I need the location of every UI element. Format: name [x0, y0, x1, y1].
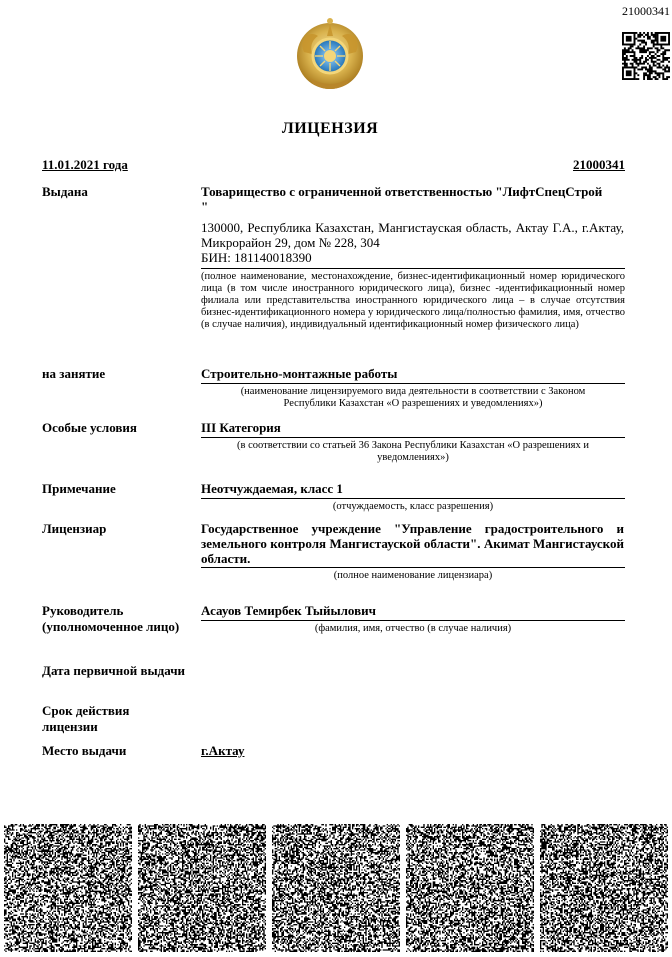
head-note: (фамилия, имя, отчество (в случае наличия): [314, 623, 512, 634]
divider-issued-to: [201, 268, 625, 269]
divider-activity: [201, 383, 625, 384]
activity-note-line1: (наименование лицензируемого вида деятельности в соответствии с Законом: [240, 386, 586, 397]
qr-code-4: [406, 824, 534, 952]
remark-label: Примечание: [42, 481, 116, 496]
remark-note: (отчуждаемость, класс разрешения): [332, 501, 494, 512]
divider-head: [201, 620, 625, 621]
head-label-line1: Руководитель: [42, 603, 124, 618]
activity-label: на занятие: [42, 366, 106, 381]
activity-note-line2: Республики Казахстан «О разрешениях и уведомлениях»): [283, 398, 543, 409]
conditions-value: III Категория: [201, 420, 281, 435]
validity-label-line1: Срок действия: [42, 703, 130, 718]
qr-code-5: [540, 824, 668, 952]
divider-conditions: [201, 437, 625, 438]
head-value: Асауов Темирбек Тыйылович: [201, 603, 376, 618]
divider-licensor: [201, 567, 625, 568]
licensor-note: (полное наименование лицензиара): [333, 570, 493, 581]
license-number: 21000341: [573, 157, 625, 172]
licensee-address: 130000, Республика Казахстан, Мангистауская область, Актау Г.А., г.Актау, Микрорайон 29, дом № 228, 304: [201, 220, 624, 250]
license-date: 11.01.2021 года: [42, 157, 128, 172]
conditions-note-line1: (в соответствии со статьей 36 Закона Республики Казахстан «О разрешениях и: [237, 440, 589, 451]
first-issue-label: Дата первичной выдачи: [42, 663, 186, 678]
conditions-label: Особые условия: [42, 420, 137, 435]
head-label-line2: (уполномоченное лицо): [42, 619, 180, 634]
issued-to-label: Выдана: [42, 184, 88, 199]
licensor-value: Государственное учреждение "Управление градостроительного и земельного контроля Мангистауской области". Акимат Мангистауской области.: [201, 521, 624, 566]
qr-code-1: [4, 824, 132, 952]
remark-value: Неотчуждаемая, класс 1: [201, 481, 343, 496]
licensee-bin: БИН: 181140018390: [201, 250, 312, 265]
qr-code-top: [622, 32, 670, 80]
divider-remark: [201, 498, 625, 499]
licensee-name-line1: Товарищество с ограниченной ответственностью "ЛифтСпецСтрой: [201, 184, 603, 199]
place-value: г.Актау: [201, 743, 245, 758]
qr-code-3: [272, 824, 400, 952]
licensor-label: Лицензиар: [42, 521, 107, 536]
licensee-name-line2: ": [201, 199, 209, 214]
qr-code-2: [138, 824, 266, 952]
conditions-note-line2: уведомлениях»): [377, 452, 449, 463]
validity-label-line2: лицензии: [42, 719, 98, 734]
document-number-top: 21000341: [622, 4, 670, 18]
state-emblem-icon: [292, 16, 368, 92]
issued-to-note: (полное наименование, местонахождение, бизнес-идентификационный номер юридического лица (в том числе иностранного юридического лица), бизнес -идентификационный номер филиала или представительства иностранного юридического лица – в случае отсутствия бизнес-идентификационного номера у юридического лица/полностью фамилия, имя, отчество (в случае наличия), индивидуальный идентификационный номер физического лица): [201, 271, 625, 330]
activity-value: Строительно-монтажные работы: [201, 366, 398, 381]
page-title: ЛИЦЕНЗИЯ: [281, 120, 379, 137]
place-label: Место выдачи: [42, 743, 127, 758]
